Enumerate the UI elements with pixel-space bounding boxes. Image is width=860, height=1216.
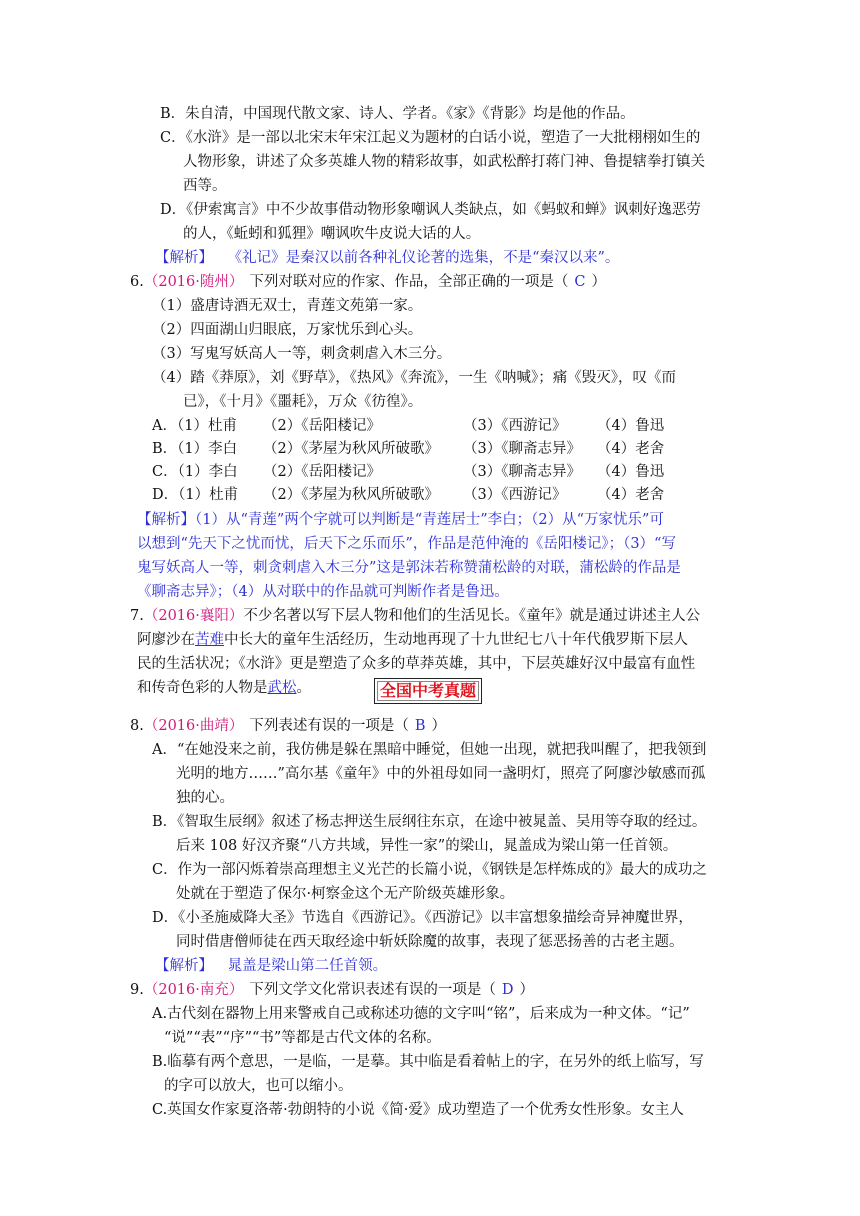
q6-item: （2）四面湖山归眼底，万家忧乐到心头。 bbox=[152, 322, 423, 338]
q6-item: （4）踏《莽原》，刘《野草》，《热风》《奔流》，一生《呐喊》；痛《毁灭》，叹《而 bbox=[152, 370, 676, 386]
analysis-text: 《礼记》是秦汉以前各种礼仪论著的选集，不是“秦汉以来”。 bbox=[227, 250, 620, 266]
question-number: 9. bbox=[130, 982, 144, 998]
q6-analysis-line1: 【解析】（1）从“青莲”两个字就可以判断是“青莲居士”李白；（2）从“万家忧乐”可 bbox=[137, 512, 664, 528]
q5-option-b: B．朱自清，中国现代散文家、诗人、学者。《家》《背影》均是他的作品。 bbox=[160, 106, 635, 122]
question-source: （2016·襄阳） bbox=[143, 608, 244, 624]
q8-option-a-line2: 光明的地方……”高尔基《童年》中的外祖母如同一盏明灯，照亮了阿廖沙敏感而孤 bbox=[176, 766, 706, 782]
q5-option-c-line2: 人物形象，讲述了众多英雄人物的精彩故事，如武松醉打蒋门神、鲁提辖拳打镇关 bbox=[183, 154, 705, 170]
q8-option-b-line2: 后来 108 好汉齐聚“八方共域，异性一家”的梁山，晁盖成为梁山第一任首领。 bbox=[176, 838, 678, 854]
question-answer: C bbox=[574, 274, 586, 290]
q9-option-a-line2: “说”“表”“序”“书”等都是古代文体的名称。 bbox=[164, 1030, 441, 1046]
q6-option-b: B．（1）李白 （2）《茅屋为秋风所破歌》 （3）《聊斋志异》 （4）老舍 bbox=[152, 441, 665, 457]
question-source: （2016·曲靖） bbox=[143, 718, 244, 734]
q8-option-d-line2: 同时借唐僧师徒在西天取经途中斩妖除魔的故事，表现了惩恶扬善的古老主题。 bbox=[176, 934, 684, 950]
q6-option-d: D．（1）杜甫 （2）《茅屋为秋风所破歌》 （3）《西游记》 （4）老舍 bbox=[152, 487, 665, 503]
q7-answer-1: 苦难 bbox=[195, 632, 224, 648]
q5-option-c-line1: C．《水浒》是一部以北宋末年宋江起义为题材的白话小说，塑造了一大批栩栩如生的 bbox=[160, 130, 701, 146]
q6-option-a: A．（1）杜甫 （2）《岳阳楼记》 （3）《西游记》 （4）鲁迅 bbox=[152, 418, 665, 434]
q9-option-b-line2: 的字可以放大，也可以缩小。 bbox=[164, 1078, 353, 1094]
question-number: 8. bbox=[130, 718, 144, 734]
q6-item: （1）盛唐诗酒无双士，青莲文苑第一家。 bbox=[152, 298, 423, 314]
q7-line4: 和传奇色彩的人物是武松。 bbox=[137, 680, 311, 696]
section-banner bbox=[374, 678, 482, 704]
question-source: （2016·随州） bbox=[143, 274, 244, 290]
question-number: 7. bbox=[130, 608, 144, 624]
question-answer: D bbox=[501, 982, 514, 998]
q9-stem: 9.（2016·南充） 下列文学文化常识表述有误的一项是（ D ） bbox=[130, 982, 534, 998]
q8-option-a-line3: 独的心。 bbox=[176, 790, 234, 806]
q5-analysis bbox=[155, 247, 619, 269]
q8-option-a-line1: A．“在她没来之前，我仿佛是躲在黑暗中睡觉，但她一出现，就把我叫醒了，把我领到 bbox=[152, 742, 707, 758]
q8-option-c-line1: C．作为一部闪烁着崇高理想主义光芒的长篇小说，《钢铁是怎样炼成的》最大的成功之 bbox=[152, 862, 707, 878]
question-stem: 下列文学文化常识表述有误的一项是（ bbox=[249, 982, 496, 998]
q9-option-c-line1: C.英国女作家夏洛蒂·勃朗特的小说《简·爱》成功塑造了一个优秀女性形象。女主人 bbox=[152, 1102, 684, 1118]
analysis-tag: 【解析】 bbox=[155, 250, 213, 266]
q9-option-b-line1: B.临摹有两个意思，一是临，一是摹。其中临是看着帖上的字，在另外的纸上临写，写 bbox=[152, 1054, 704, 1070]
q8-stem: 8.（2016·曲靖） 下列表述有误的一项是（ B ） bbox=[130, 718, 447, 734]
q8-option-b-line1: B．《智取生辰纲》叙述了杨志押送生辰纲往东京，在途中被晁盖、吴用等夺取的经过。 bbox=[152, 814, 707, 830]
q8-option-c-line2: 处就在于塑造了保尔·柯察金这个无产阶级英雄形象。 bbox=[176, 886, 515, 902]
q6-stem: 6.（2016·随州） 下列对联对应的作家、作品，全部正确的一项是（ C ） bbox=[130, 274, 606, 290]
q9-option-a-line1: A.古代刻在器物上用来警戒自己或称述功德的文字叫“铭”，后来成为一种文体。“记” bbox=[152, 1006, 690, 1022]
question-answer: B bbox=[414, 718, 426, 734]
q6-analysis-line3: 鬼写妖高人一等，刺贪刺虐入木三分”这是郭沫若称赞蒲松龄的对联，蒲松龄的作品是 bbox=[137, 560, 681, 576]
q6-option-c: C．（1）李白 （2）《岳阳楼记》 （3）《聊斋志异》 （4）鲁迅 bbox=[152, 464, 665, 480]
analysis-tag: 【解析】 bbox=[137, 512, 195, 528]
q8-option-d-line1: D．《小圣施威降大圣》节选自《西游记》。《西游记》以丰富想象描绘奇异神魔世界， bbox=[152, 910, 693, 926]
q5-option-d-line1: D．《伊索寓言》中不少故事借动物形象嘲讽人类缺点，如《蚂蚁和蝉》讽刺好逸恶劳 bbox=[160, 202, 701, 218]
section-title: 全国中考真题 bbox=[377, 681, 479, 701]
q6-item: 已》，《十月》《噩耗》，万众《彷徨》。 bbox=[183, 394, 423, 410]
q7-line1: 7.（2016·襄阳）不少名著以写下层人物和他们的生活见长。《童年》就是通过讲述主人公 bbox=[130, 608, 701, 624]
analysis-text: 晁盖是梁山第二任首领。 bbox=[227, 958, 388, 974]
question-stem: 下列对联对应的作家、作品，全部正确的一项是（ bbox=[249, 274, 569, 290]
q6-analysis-line2: 以想到“先天下之忧而忧，后天下之乐而乐”，作品是范仲淹的《岳阳楼记》；（3）“写 bbox=[137, 536, 676, 552]
q5-option-d-line2: 的人，《蚯蚓和狐狸》嘲讽吹牛皮说大话的人。 bbox=[183, 226, 481, 242]
q6-item: （3）写鬼写妖高人一等，刺贪刺虐入木三分。 bbox=[152, 346, 452, 362]
question-stem: 下列表述有误的一项是（ bbox=[249, 718, 409, 734]
q6-analysis-line4: 《聊斋志异》；（4）从对联中的作品就可判断作者是鲁迅。 bbox=[137, 584, 509, 600]
analysis-tag: 【解析】 bbox=[155, 958, 213, 974]
question-source: （2016·南充） bbox=[143, 982, 244, 998]
q5-option-c-line3: 西等。 bbox=[183, 178, 227, 194]
q7-answer-2: 武松 bbox=[267, 680, 297, 696]
q8-analysis bbox=[155, 955, 387, 977]
question-number: 6. bbox=[130, 274, 144, 290]
q7-line2: 阿廖沙在苦难中长大的童年生活经历，生动地再现了十九世纪七八十年代俄罗斯下层人 bbox=[137, 632, 688, 648]
q7-line3: 民的生活状况；《水浒》更是塑造了众多的草莽英雄，其中，下层英雄好汉中最富有血性 bbox=[137, 656, 696, 672]
